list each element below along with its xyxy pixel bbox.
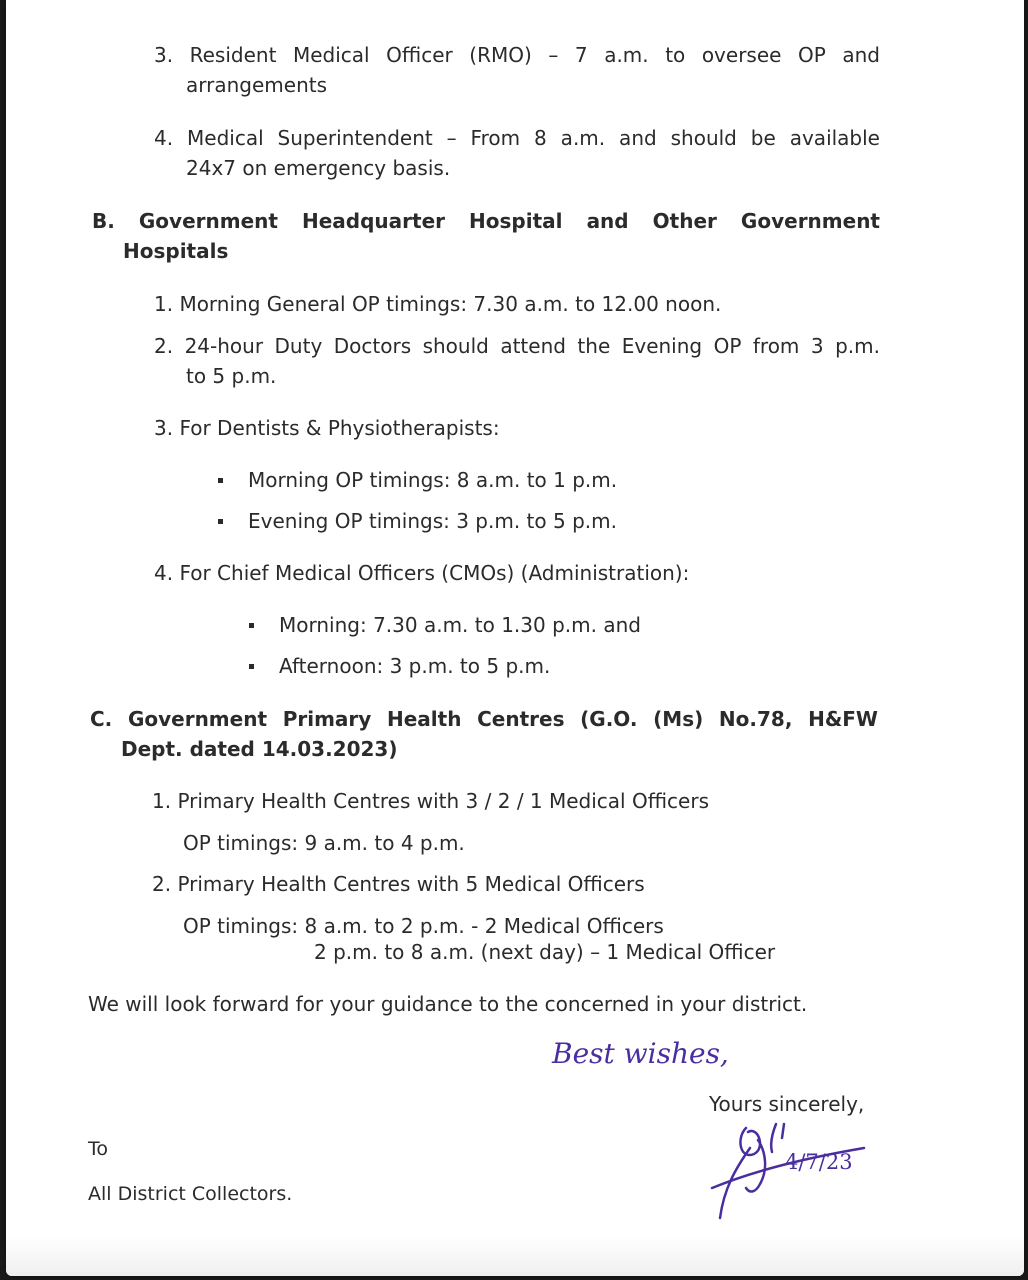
section-b-item-4-bullet-1: Morning: 7.30 a.m. to 1.30 p.m. and xyxy=(279,613,641,637)
document-page xyxy=(6,0,1024,1276)
section-c-item-1: 1. Primary Health Centres with 3 / 2 / 1 Medical Officers xyxy=(152,789,709,813)
recipient-addressee: All District Collectors. xyxy=(88,1183,293,1205)
section-a-item-4-line-1: 4. Medical Superintendent – From 8 a.m. and should be available xyxy=(154,126,880,150)
section-b-heading-line-1: B. Government Headquarter Hospital and Other Government xyxy=(92,209,880,233)
bullet-marker xyxy=(218,519,223,524)
section-c-item-1-timing: OP timings: 9 a.m. to 4 p.m. xyxy=(183,831,465,855)
section-b-item-4-bullet-2: Afternoon: 3 p.m. to 5 p.m. xyxy=(279,654,551,678)
closing-guidance: We will look forward for your guidance to the concerned in your district. xyxy=(88,992,808,1016)
section-b-item-3-bullet-2: Evening OP timings: 3 p.m. to 5 p.m. xyxy=(248,509,617,533)
section-c-item-2-timing-line-2: 2 p.m. to 8 a.m. (next day) – 1 Medical Officer xyxy=(314,940,776,964)
section-b-item-3: 3. For Dentists & Physiotherapists: xyxy=(154,416,500,440)
section-a-item-3-line-2: arrangements xyxy=(186,73,328,97)
bullet-marker xyxy=(218,478,223,483)
section-b-item-3-bullet-1: Morning OP timings: 8 a.m. to 1 p.m. xyxy=(248,468,618,492)
section-c-heading-line-1: C. Government Primary Health Centres (G.O. (Ms) No.78, H&FW xyxy=(90,707,878,731)
bullet-marker xyxy=(249,623,254,628)
section-c-heading-line-2: Dept. dated 14.03.2023) xyxy=(121,737,398,761)
section-a-item-4-line-2: 24x7 on emergency basis. xyxy=(186,156,451,180)
signature-date: 4/7/23 xyxy=(785,1150,853,1174)
section-b-item-2-line-2: to 5 p.m. xyxy=(186,364,277,388)
handwritten-best-wishes: Best wishes, xyxy=(552,1037,729,1070)
section-b-item-4: 4. For Chief Medical Officers (CMOs) (Administration): xyxy=(154,561,690,585)
page-bottom-edge xyxy=(6,1236,1024,1276)
recipient-to-label: To xyxy=(88,1138,109,1160)
section-b-heading-line-2: Hospitals xyxy=(123,239,229,263)
section-c-item-2-timing-line-1: OP timings: 8 a.m. to 2 p.m. - 2 Medical Officers xyxy=(183,914,664,938)
section-a-item-3-line-1: 3. Resident Medical Officer (RMO) – 7 a.m. to oversee OP and xyxy=(154,43,880,67)
sign-off: Yours sincerely, xyxy=(709,1092,865,1116)
section-b-item-1: 1. Morning General OP timings: 7.30 a.m. to 12.00 noon. xyxy=(154,292,722,316)
section-c-item-2: 2. Primary Health Centres with 5 Medical Officers xyxy=(152,872,645,896)
section-b-item-2-line-1: 2. 24-hour Duty Doctors should attend the Evening OP from 3 p.m. xyxy=(154,334,880,358)
bullet-marker xyxy=(249,664,254,669)
